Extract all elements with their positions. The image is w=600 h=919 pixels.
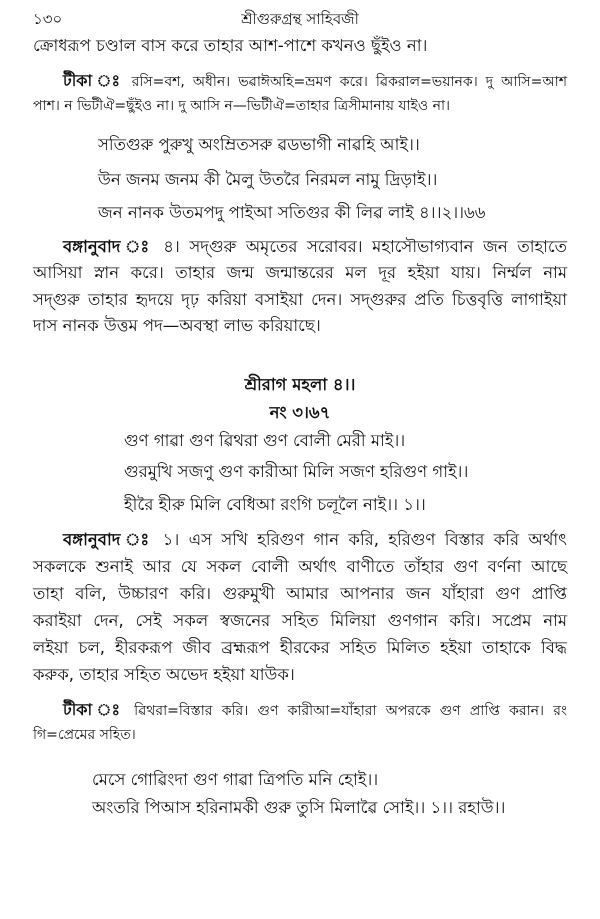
tika-line: গি=প্রেমের সহিত। bbox=[33, 727, 136, 743]
verse-line: হীরৈ হীরু মিলি বেধিআ রংগি চলূলৈ নাই।। ১।। bbox=[124, 495, 426, 514]
translation-line: তাহা বলি, উচ্চারণ করি। গুরুমুখী আমার আপনার জন যাঁহারা গুণ প্রাপ্তি bbox=[33, 584, 567, 603]
text-line: ক্রোধরূপ চণ্ডাল বাস করে তাহার আশ-পাশে কখনও ছুঁইও না। bbox=[33, 36, 428, 55]
tika-label: টীকা ঃ bbox=[63, 700, 125, 719]
tika-text: রসি=বশ, অধীন। ভৱাঈঅহি=ভ্রমণ করে। ৱিকরাল=ভয়ানক। দু আসি=আশ bbox=[131, 74, 567, 90]
translation-text: ১। এস সখি হরিগুণ গান করি, হরিগুণ বিস্তার করি অর্থাৎ bbox=[162, 530, 567, 549]
verse-line: গুণ গাৱা গুণ ৱিথরা গুণ বোলী মেরী মাই।। bbox=[124, 431, 406, 450]
translation-line bbox=[33, 236, 567, 258]
hymn-number: নং ৩।৬৭ bbox=[269, 403, 331, 422]
tika-line bbox=[33, 70, 567, 93]
verse-line: অংতরি পিআস হরিনামকী গুরু তুসি মিলাৱৈ সোই।। ১।। রহাউ।। bbox=[92, 798, 506, 817]
tika-label: টীকা ঃ bbox=[63, 71, 124, 90]
section-heading: শ্রীরাগ মহলা ৪।। bbox=[244, 375, 356, 394]
translation-line: লইয়া চল, হীরকরূপ জীব ব্রহ্মরূপ হীরকের সহিত মিলিত হইয়া তাহাকে বিদ্ধ bbox=[33, 638, 567, 657]
verse-line: মেসে গোৱিংদা গুণ গাৱা ত্রিপতি মনি হোই।। bbox=[92, 770, 379, 789]
page-number: ১৩০ bbox=[33, 10, 63, 28]
verse-line: গুরমুখি সজণু গুণ কারীআ মিলি সজণ হরিগুণ গাই।। bbox=[124, 462, 469, 481]
translation-line: করাইয়া দেন, সেই সকল স্বজনের সহিত মিলিয়া গুণগান করি। সপ্রেম নাম bbox=[33, 611, 567, 630]
translation-line: সকলকে শুনাই আর যে সকল বোলী অর্থাৎ বাণীতে তাঁহার গুণ বর্ণনা আছে bbox=[33, 557, 567, 576]
verse-line: উন জনম জনম কী মৈলু উতরৈ নিরমল নামু দ্রিড়াই।। bbox=[98, 170, 438, 189]
translation-label: বঙ্গানুবাদ ঃ bbox=[63, 237, 154, 256]
translation-line: সদ্‌গুরু তাহার হৃদয়ে দৃঢ় করিয়া বসাইয়া দেন। সদ্‌গুরুর প্রতি চিত্তবৃত্তি লাগাইয়া bbox=[33, 290, 567, 309]
translation-line bbox=[33, 529, 567, 551]
translation-label: বঙ্গানুবাদ ঃ bbox=[63, 530, 154, 549]
running-title: শ্রীগুরুগ্রন্থ সাহিবজী bbox=[241, 10, 359, 28]
translation-line: করুক, তাহার সহিত অভেদ হইয়া যাউক। bbox=[33, 665, 295, 684]
verse-line: জন নানক উতমপদু পাইআ সতিগুর কী লিৱ লাই ৪।।২।।৬৬ bbox=[98, 203, 486, 222]
tika-line: পাশ। ন ভিটীঐ=ছুঁইও না। দু আসি ন—ভিটীঐ=তাহার ত্রিসীমানায় যাইও না। bbox=[33, 98, 451, 114]
translation-line: আসিয়া স্নান করে। তাহার জন্ম জন্মান্তরের মল দূর হইয়া যায়। নির্ম্মল নাম bbox=[33, 263, 567, 282]
verse-line: সতিগুরু পুরুখু অংম্রিতসরু ৱডভাগী নাৱহি আই।। bbox=[98, 135, 420, 154]
translation-line: দাস নানক উত্তম পদ—অবস্থা লাভ করিয়াছে। bbox=[33, 316, 321, 335]
tika-line bbox=[33, 699, 567, 722]
translation-text: ৪। সদ্‌গুরু অমৃতের সরোবর। মহাসৌভাগ্যবান জন তাহাতে bbox=[163, 237, 567, 256]
tika-text: ৱিথরা=বিস্তার করি। গুণ কারীআ=যাঁহারা অপরকে গুণ প্রাপ্তি করান। রং bbox=[134, 703, 567, 719]
